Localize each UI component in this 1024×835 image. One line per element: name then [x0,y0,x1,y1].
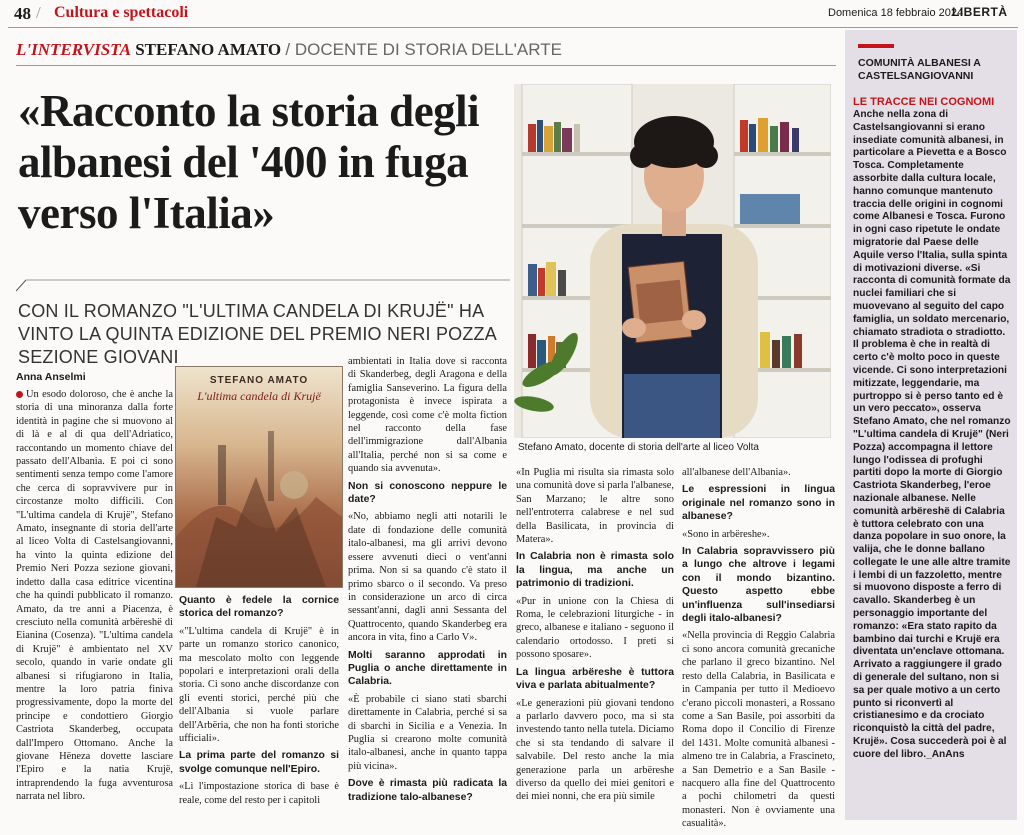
lead-bullet-icon [16,391,23,398]
sidebar-accent-bar [858,44,894,48]
interview-answer: «Nella provincia di Reggio Calabria ci sono ancora comunità grecaniche che parlano il greco bizantino. Nel resto della Calabria, in Basilicata e in Campania per tutto il Medioevo c'erano piccoli monasteri, a Rossano come a San Basile, poi assorbiti da Roma dopo il Concilio di Firenze del 1431. Molte comunità albanesi - almeno tre in Calabria, a Frascineto, a San Demetrio e a San Basile - nacquero alla fine del Quattrocento a pochi chilometri da questi monasteri. Non è ovviamente una casualità». [682,630,835,830]
headline: «Racconto la storia degli albanesi del '400 in fuga verso l'Italia» [18,86,480,238]
kicker-role: / DOCENTE DI STORIA DELL'ARTE [285,40,562,59]
article-column-1 [16,388,173,808]
sidebar-title: COMUNITÀ ALBANESI A CASTELSANGIOVANNI [858,57,981,82]
interview-answer: «Pur in unione con la Chiesa di Roma, le celebrazioni liturgiche - in greco, albanese e italiano - seguono il calendario ortodosso. I preti si possono sposare». [516,595,674,661]
interview-answer: all'albanese dell'Albania». [682,467,791,478]
kicker-rule [16,65,836,66]
interview-question: La prima parte del romanzo si svolge comunque nell'Epiro. [179,750,339,775]
header-divider: / [36,3,41,22]
author-portrait-photo [514,84,831,438]
interview-answer: «Sono in arbëreshe». [682,528,770,540]
interview-answer: ambientati in Italia dove si racconta di Skanderbeg, degli Aragona e della famiglia Sanseverino. La figura della protagonista è invece ispirata a leggende, così come c'è molta fiction nel racconto della fase dell'immigrazione dall'Albania all'Italia, perché non si sa come e quando sia avvenuta». [348,356,507,475]
interview-question: Non si conoscono neppure le date? [348,480,507,506]
sidebar-body: Anche nella zona di Castelsangiovanni si erano insediate comunità albanesi, in particolare a Pievetta e a Bosco Tosca. Completamente assorbite dalla cultura locale, hanno comunque mantenuto traccia delle origini in cognomi come Albanesi e Tosca. Furono in ogni caso ripetute le ondate migratorie dal Paese delle Aquile verso l'Italia, sulla spinta di motivazioni diverse. «Si racconta di comunità formate da nuclei familiari che si muovevano al seguito del capo famiglia, un soldato mercenario, chiamato stradiota o stradiotto. Il problema è che in realtà di certo c'è molto poco in queste vicende. Ci sono interpretazioni mitizzate, leggendarie, ma purtroppo si è perso tanto ed è un vero peccato», osserva Stefano Amato, che nel romanzo "L'ultima candela di Krujë" (Neri Pozza) accompagna il lettore lungo l'odissea di profughi partiti dopo la morte di Giorgio Castriota Skanderbeg, l'eroe nazionale albanese. Nelle comunità arbëreshë di Calabria è tuttora celebrato con una danza popolare in suo onore, la valija, che le donne ballano collegate le une alle altre tramite i lembi di un fazzoletto, mentre si muovono disposte a ferro di cavallo. Skanderbeg è un personaggio importante del romanzo: «Era stato rapito da bambino dai turchi e Krujë era diventata un'enclave ottomana. Arrivato a raggiungere il grado di generale del sultano, non si sa per quale motivo a un certo punto si riconvertì al cristianesimo e da crociato riconquistò la città del padre, Krujë». Cosa succederà poi è al cuore del libro._AnAns [853,109,1011,760]
interview-answer: «In Puglia mi risulta sia rimasta solo una comunità dove si parla l'albanese, San Marzano; le altre sono nell'entroterra calabrese e nel sud della Basilicata, in provincia di Matera». [516,467,674,546]
article-kicker [16,40,562,60]
book-cover-author: STEFANO AMATO [209,375,309,386]
interview-question: Quanto è fedele la cornice storica del romanzo? [179,595,339,620]
interview-question: In Calabria non è rimasta solo la lingua, ma anche un patrimonio di tradizioni. [516,551,674,590]
newspaper-brand: LIBERTÀ [952,5,1008,19]
article-column-3 [348,355,507,808]
page-number: 48 [14,4,31,23]
article-author: Anna Anselmi [16,371,86,383]
issue-date: Domenica 18 febbraio 2024 [828,7,964,19]
interview-question: Le espressioni in lingua originale nel romanzo sono in albanese? [682,484,835,523]
interview-question: La lingua arbëreshe è tuttora viva e parlata abitualmente? [516,666,674,692]
subhead-rule [16,278,510,292]
article-column-4 [516,466,674,808]
book-cover-image [175,366,343,588]
interview-question: Molti saranno approdati in Puglia o anche direttamente in Calabria. [348,649,507,688]
book-cover-title: L'ultima candela di Krujë [197,389,321,403]
interview-answer: «Lì l'impostazione storica di base è reale, come del resto per i capitoli [179,781,339,806]
paragraph [16,388,173,804]
interview-answer: «Le generazioni più giovani tendono a parlarlo davvero poco, ma si sta investendo tanto nella tutela. Diciamo che si sta tendando di salvare il salvabile. Del resto anche la mia generazione parla un arbëreshe diverso da quello dei miei genitori e dei miei nonni, che era più simile [516,697,674,803]
article-column-5 [682,466,835,835]
interview-answer: «È probabile ci siano stati sbarchi direttamente in Calabria, perché si sa di sbarchi in Sicilia e a Venezia. In Puglia si crearono molte comunità italo-albanesi, anche in quanto tappa più vicina». [348,693,507,772]
subheadline: CON IL ROMANZO "L'ULTIMA CANDELA DI KRUJË" HA VINTO LA QUINTA EDIZIONE DEL PREMIO NERI POZZA SEZIONE GIOVANI [18,301,496,367]
interview-question: In Calabria sopravvissero più a lungo che altrove i legami con il mondo bizantino. Questo aspetto ebbe un'influenza sull'insediarsi degli italo-albanesi? [682,546,835,625]
sidebar-subtitle: LE TRACCE NEI COGNOMI [853,96,995,108]
interview-answer: «No, abbiamo negli atti notarili le date di fondazione delle comunità italo-albanesi, ma gli arrivi devono essere avvenuti dieci o vent'anni prima. Non si sa quando c'è stato il primo sbarco o il secondo. Va preso in considerazione un arco di circa sessant'anni, dagli anni Sessanta del Quattrocento, quando Skanderbeg era ancora in vita, fino a Carlo V». [348,511,507,644]
interview-answer: «"L'ultima candela di Krujë" è in parte un romanzo storico canonico, ma mescolato molto con leggende popolari e interpretazioni orali della storia. Ci sono anche discordanze con gli eventi storici, perché più che dell'Albania si vuole parlare dell'Arbëria, che non ha fonti storiche ufficiali». [179,625,339,745]
lead-text: Un esodo doloroso, che è anche la storia di una minoranza dalla forte identità in pagine che si muovono al di là e al di qua dell'Adriatico, raccontando un momento chiave del passato dell'Albania. E poi ci sono sentimenti senza tempo come l'amore che cerca di sopravvivere pur in circostanze molto difficili. Con "L'ultima candela di Krujë", Stefano Amato, insegnante di storia dell'arte al liceo Volta di Castelsangiovanni, ha vinto la quinta edizione del Premio Neri Pozza sezione giovani, indetto dalla casa editrice vicentina che ha quindi pubblicato il romanzo. Amato, da tre anni a Piacenza, è cresciuto nella comunità arbëreshë di Eianina (Cosenza). "L'ultima candela di Krujë" è ambientato nel XV secolo, quando in varie ondate gli albanesi si rifugiarono in Italia, mentre la loro patria finiva progressivamente, dopo la morte del principe e condottiero Giorgio Castriota Skanderbeg, occupata dall'Impero Ottomano. Anche la giovane Hëneza dovette lasciare l'Epiro e la natia Krujë, intraprendendo la fuga avventurosa narrata nel libro. [16,389,173,803]
article-column-2 [179,594,339,811]
kicker-name: STEFANO AMATO [135,40,282,59]
header-rule [8,27,1018,28]
section-name: Cultura e spettacoli [54,4,189,21]
photo-caption: Stefano Amato, docente di storia dell'arte al liceo Volta [518,442,759,453]
interview-question: Dove è rimasta più radicata la tradizione talo-albanese? [348,778,507,803]
kicker-label: L'INTERVISTA [16,40,131,59]
